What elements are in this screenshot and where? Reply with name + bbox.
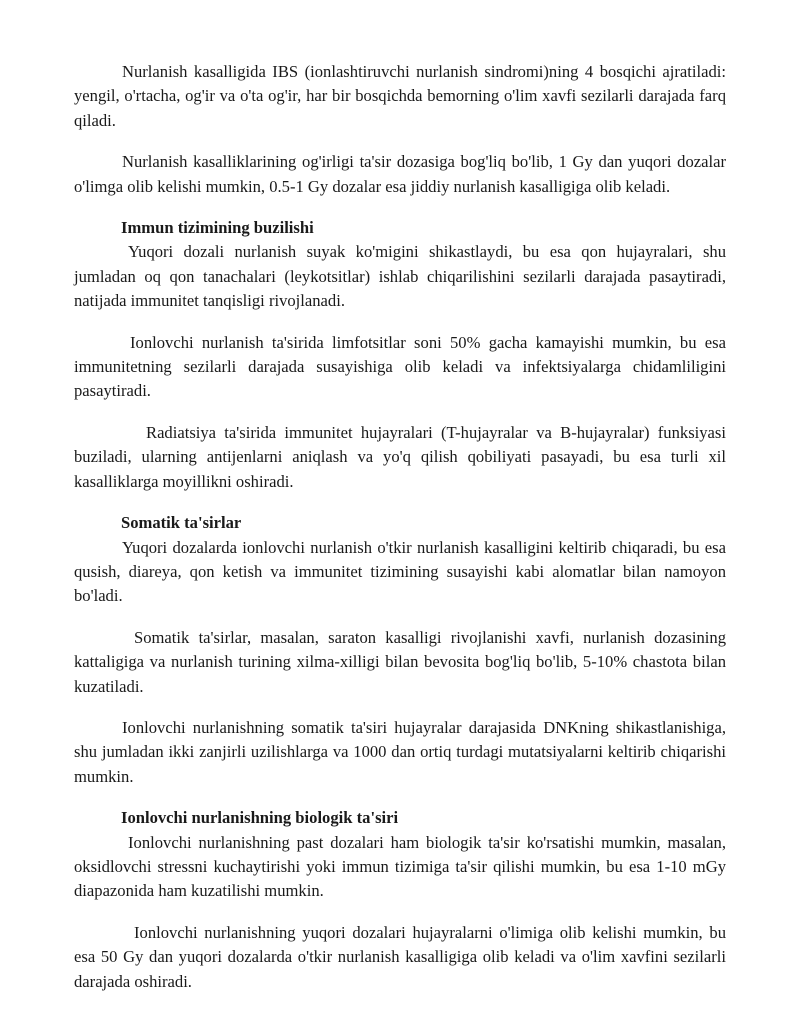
paragraph-lymphocytes: Ionlovchi nurlanish ta'sirida limfotsitlar soni 50% gacha kamayishi mumkin, bu esa immunitetning sezilarli darajada susayishiga olib keladi va infektsiyalarga chidamliligini pasaytiradi. [74, 332, 726, 401]
document-page [74, 60, 726, 994]
heading-somatic-effects: Somatik ta'sirlar [121, 513, 242, 533]
heading-immune-system: Immun tizimining buzilishi [121, 218, 314, 238]
paragraph-dose-severity: Nurlanish kasalliklarining og'irligi ta'sir dozasiga bog'liq bo'lib, 1 Gy dan yuqori dozalar o'limga olib kelishi mumkin, 0.5-1 Gy dozalar esa jiddiy nurlanish kasalligiga olib keladi. [74, 152, 726, 196]
paragraph-immune-cells: Radiatsiya ta'sirida immunitet hujayralari (T-hujayralar va B-hujayralar) funksiyasi buziladi, ularning antijenlarni aniqlash va yo'q qilish qobiliyati pasayadi, bu esa turli xil kasalliklarga moyillikni oshiradi. [74, 422, 726, 491]
paragraph-high-doses: Ionlovchi nurlanishning yuqori dozalari hujayralarni o'limiga olib kelishi mumkin, bu esa 50 Gy dan yuqori dozalarda o'tkir nurlanish kasalligiga olib keladi va o'lim xavfini sezilarli darajada oshiradi. [74, 922, 726, 991]
heading-biological-effects: Ionlovchi nurlanishning biologik ta'siri [121, 808, 399, 828]
paragraph-low-doses: Ionlovchi nurlanishning past dozalari ham biologik ta'sir ko'rsatishi mumkin, masalan, oksidlovchi stressni kuchaytirishi yoki immun tizimiga ta'sir qilishi mumkin, bu esa 1-10 mGy diapazonida ham kuzatilishi mumkin. [74, 832, 726, 901]
paragraph-ibs-stages: Nurlanish kasalligida IBS (ionlashtiruvchi nurlanish sindromi)ning 4 bosqichi ajratiladi: yengil, o'rtacha, og'ir va o'ta og'ir, har bir bosqichda bemorning o'lim xavfi sezilarli darajada farq qiladi. [74, 62, 726, 130]
paragraph-cancer-risk: Somatik ta'sirlar, masalan, saraton kasalligi rivojlanishi xavfi, nurlanish dozasining kattaligiga va nurlanish turining xilma-xilligi bilan bevosita bog'liq bo'lib, 5-10% chastota bilan kuzatiladi. [74, 627, 726, 696]
paragraph-dna-damage: Ionlovchi nurlanishning somatik ta'siri hujayralar darajasida DNKning shikastlanishiga, shu jumladan ikki zanjirli uzilishlarga va 1000 dan ortiq turdagi mutatsiyalarni keltirib chiqarishi mumkin. [74, 717, 726, 786]
paragraph-bone-marrow: Yuqori dozali nurlanish suyak ko'migini shikastlaydi, bu esa qon hujayralari, shu jumladan oq qon tanachalari (leykotsitlar) ishlab chiqarilishini sezilarli darajada pasaytiradi, natijada immunitet tanqisligi rivojlanadi. [74, 242, 726, 311]
paragraph-acute-sickness: Yuqori dozalarda ionlovchi nurlanish o'tkir nurlanish kasalligini keltirib chiqaradi, bu esa qusish, diareya, qon ketish va immunitet tizimining susayishi kabi alomatlar bilan namoyon bo'ladi. [74, 537, 726, 606]
